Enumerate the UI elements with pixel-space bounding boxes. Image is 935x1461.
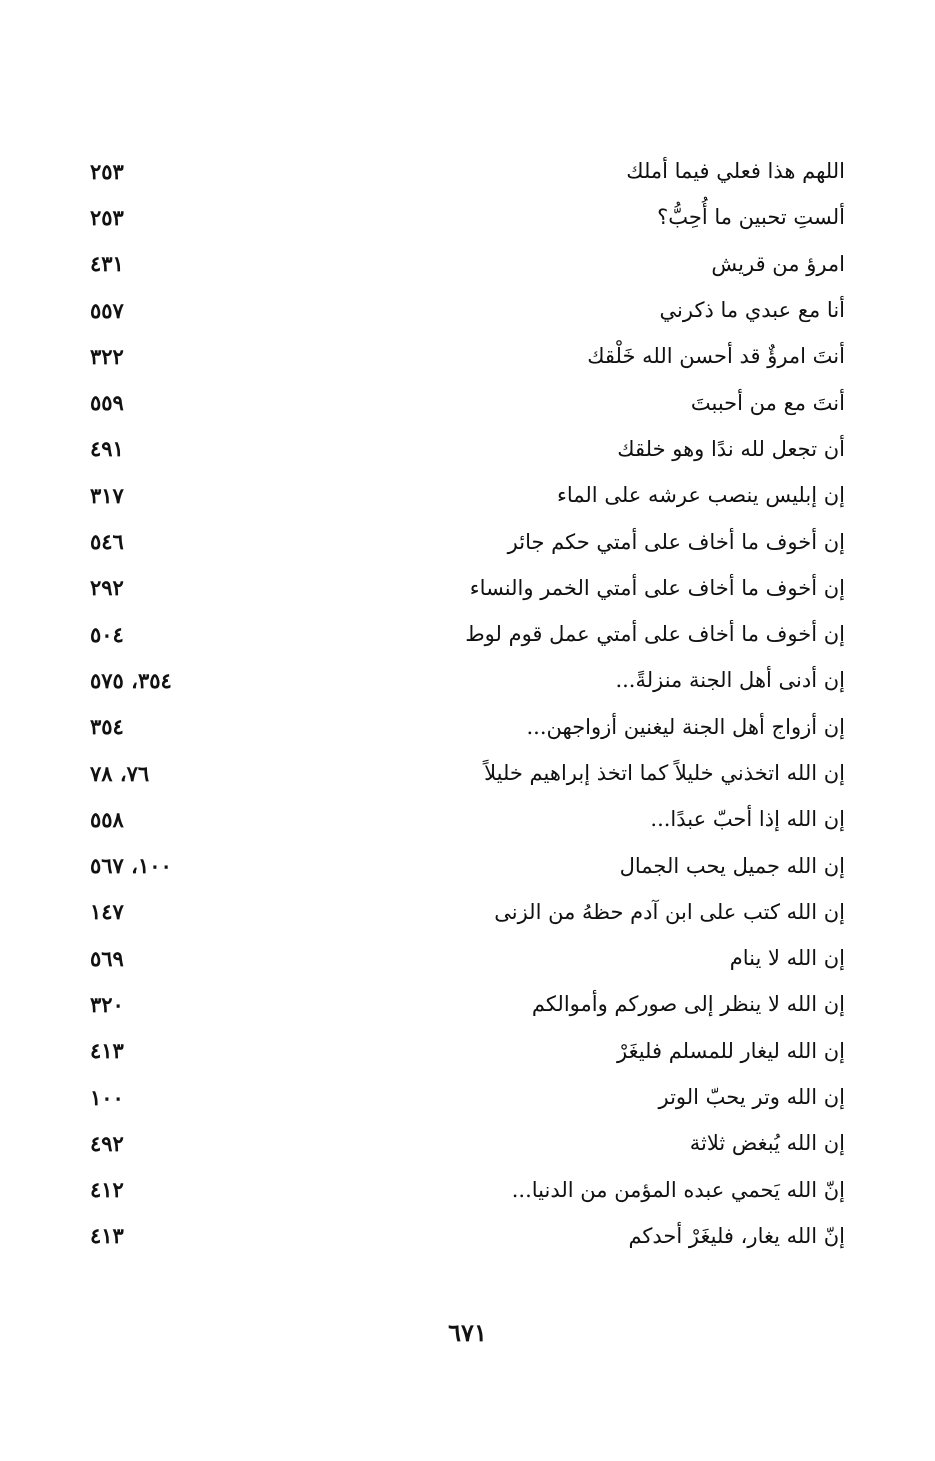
entry-text: إن أخوف ما أخاف على أمتي عمل قوم لوط — [465, 622, 845, 647]
entry-page-refs: ٥٠٤ — [90, 621, 124, 647]
index-entry — [90, 750, 845, 796]
index-entry — [90, 935, 845, 981]
index-entry — [90, 796, 845, 842]
entry-text: إن الله كتب على ابن آدم حظهُ من الزنى — [494, 899, 845, 924]
index-entry — [90, 426, 845, 472]
index-entry — [90, 1120, 845, 1166]
entry-text: أنا مع عبدي ما ذكرني — [659, 298, 845, 323]
entry-page-refs: ٢٥٣ — [90, 158, 124, 184]
entry-text: إن الله جميل يحب الجمال — [619, 853, 845, 878]
entry-text: إن الله يُبغض ثلاثة — [689, 1131, 845, 1156]
entry-page-refs: ٣٥٤ — [90, 714, 124, 740]
entry-text: إن أدنى أهل الجنة منزلةً... — [615, 668, 845, 693]
entry-text: إنّ الله يَحمي عبده المؤمن من الدنيا... — [511, 1177, 845, 1202]
entry-text: ألستِ تحبين ما أُحِبُّ؟ — [657, 205, 845, 230]
entry-text: إن الله إذا أحبّ عبدًا... — [650, 807, 845, 832]
entry-text: أن تجعل لله ندًا وهو خلقك — [617, 436, 845, 461]
index-entry — [90, 194, 845, 240]
entry-page-refs: ٤٩٢ — [90, 1130, 124, 1156]
entry-text: أنتَ امرؤٌ قد أحسن الله خَلْقك — [587, 344, 845, 369]
index-entry — [90, 889, 845, 935]
entry-page-refs: ٥٥٧ — [90, 297, 124, 323]
index-entry — [90, 1028, 845, 1074]
entry-text: إن إبليس ينصب عرشه على الماء — [557, 483, 845, 508]
index-entry — [90, 333, 845, 379]
index-entry — [90, 1074, 845, 1120]
index-entry — [90, 241, 845, 287]
entry-page-refs: ٥٥٨ — [90, 806, 124, 832]
entry-text: إن الله لا ينظر إلى صوركم وأموالكم — [531, 992, 845, 1017]
entry-text: إن الله وتر يحبّ الوتر — [658, 1085, 845, 1110]
index-entry — [90, 1213, 845, 1259]
entry-page-refs: ٣١٧ — [90, 482, 124, 508]
hadith-index-list — [90, 148, 845, 1259]
index-entry — [90, 565, 845, 611]
entry-page-refs: ١٠٠ — [90, 1084, 124, 1110]
entry-text: إن أزواج أهل الجنة ليغنين أزواجهن... — [526, 714, 845, 739]
entry-page-refs: ٢٩٢ — [90, 575, 124, 601]
entry-page-refs: ١٤٧ — [90, 899, 124, 925]
entry-page-refs: ٢٥٣ — [90, 204, 124, 230]
index-entry — [90, 981, 845, 1027]
entry-text: إن أخوف ما أخاف على أمتي حكم جائر — [507, 529, 845, 554]
entry-text: إن الله لا ينام — [729, 946, 845, 971]
entry-text: امرؤ من قريش — [711, 251, 845, 276]
entry-page-refs: ٥٥٩ — [90, 390, 124, 416]
entry-page-refs: ٤١٣ — [90, 1038, 124, 1064]
index-entry — [90, 1167, 845, 1213]
entry-page-refs: ٥٦٩ — [90, 945, 124, 971]
entry-page-refs: ١٠٠، ٥٦٧ — [90, 853, 172, 879]
entry-text: إن الله اتخذني خليلاً كما اتخذ إبراهيم خليلاً — [484, 761, 845, 785]
index-entry — [90, 379, 845, 425]
entry-page-refs: ٧٦، ٧٨ — [90, 760, 150, 786]
entry-page-refs: ٣٢٢ — [90, 343, 124, 369]
page-number: ٦٧١ — [448, 1318, 487, 1347]
entry-text: إن الله ليغار للمسلم فليغَرْ — [616, 1038, 845, 1063]
entry-text: إنّ الله يغار، فليغَرْ أحدكم — [628, 1223, 845, 1248]
entry-text: أنتَ مع من أحببتَ — [690, 390, 845, 415]
index-entry — [90, 704, 845, 750]
entry-page-refs: ٤٣١ — [90, 251, 124, 277]
index-entry — [90, 148, 845, 194]
entry-page-refs: ٤٩١ — [90, 436, 124, 462]
entry-text: إن أخوف ما أخاف على أمتي الخمر والنساء — [469, 575, 845, 600]
index-entry — [90, 472, 845, 518]
index-entry — [90, 842, 845, 888]
entry-page-refs: ٥٤٦ — [90, 529, 124, 555]
index-entry — [90, 611, 845, 657]
index-entry — [90, 657, 845, 703]
index-entry — [90, 518, 845, 564]
index-entry — [90, 287, 845, 333]
entry-page-refs: ٣٥٤، ٥٧٥ — [90, 667, 172, 693]
entry-page-refs: ٣٢٠ — [90, 991, 124, 1017]
entry-page-refs: ٤١٢ — [90, 1177, 124, 1203]
entry-text: اللهم هذا فعلي فيما أملك — [626, 159, 845, 184]
entry-page-refs: ٤١٣ — [90, 1223, 124, 1249]
